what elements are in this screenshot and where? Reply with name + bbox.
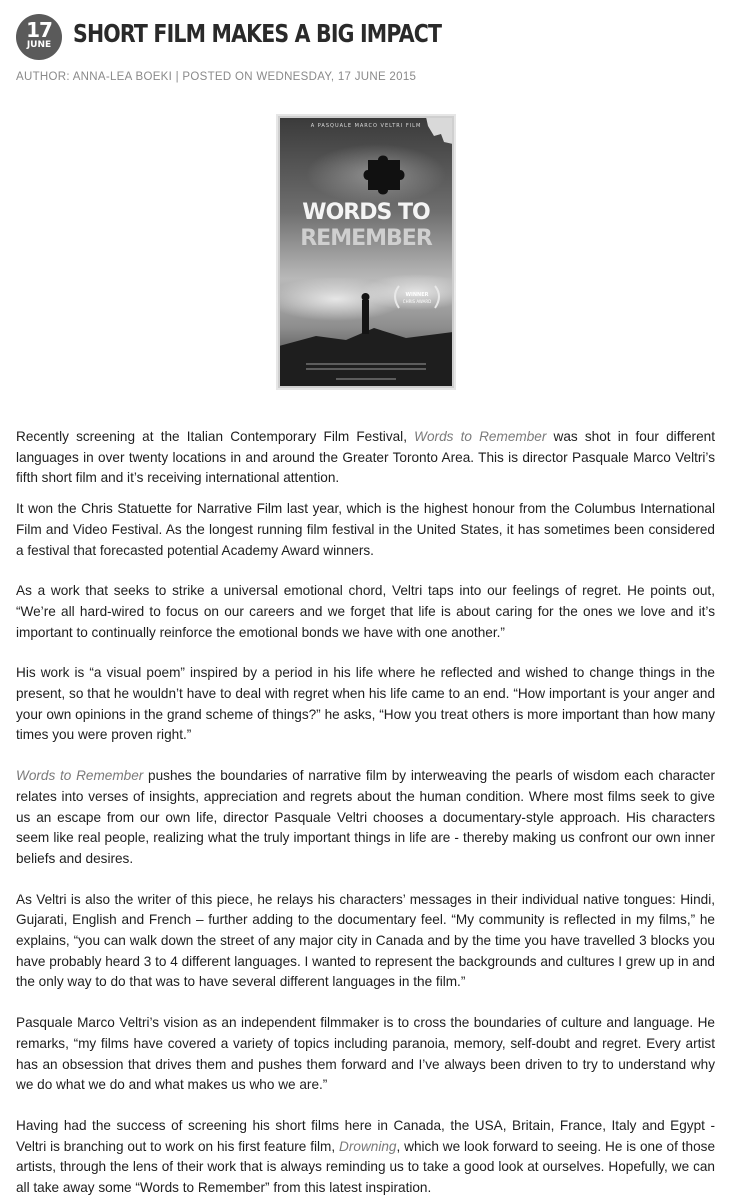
date-month: JUNE: [26, 40, 52, 50]
poster-award-line1: WINNER: [405, 292, 429, 298]
paragraph-8: [16, 1116, 715, 1199]
paragraph-3: As a work that seeks to strike a universal emotional chord, Veltri taps into our feelings of regret. He points out, “We’re all hard-wired to focus on our careers and we forget that life is about caring for the ones we love and it’s important to continually reinforce the emotional bonds we have with one another.”: [16, 583, 715, 640]
paragraph-8-text-b: , which we look forward to seeing. He is one of those artists, through the lens of their work that is always reminding us to take a good look at ourselves. Hopefully, we can all take away some “Words to Remember” from this latest inspiration.: [16, 1138, 716, 1196]
post-title[interactable]: SHORT FILM MAKES A BIG IMPACT: [73, 19, 442, 48]
feature-film-title-italic: Drowning: [339, 1138, 397, 1154]
film-poster-image[interactable]: [276, 114, 456, 390]
paragraph-5: [16, 766, 715, 870]
poster-title-line2: REMEMBER: [300, 226, 432, 251]
paragraph-5-text: pushes the boundaries of narrative film by interweaving the pearls of wisdom each character relates into verses of insights, appreciation and regrets about the human condition. Where most films seek to give us an escape from our own life, director Pasquale Veltri chooses a documentary-style approach. His characters seem like real people, realizing what the truly important things in life are - thereby making us confront our own inner beliefs and desires.: [16, 768, 715, 866]
film-title-italic: Words to Remember: [414, 429, 547, 444]
paragraph-1-text-a: Recently screening at the Italian Contemporary Film Festival,: [16, 429, 415, 444]
poster-top-line: A PASQUALE MARCO VELTRI FILM: [310, 123, 422, 129]
date-badge: [16, 14, 62, 60]
paragraph-2: It won the Chris Statuette for Narrative Film last year, which is the highest honour from the Columbus International Film and Video Festival. As the longest running film festival in the United States, it has sometimes been considered a festival that forecasted potential Academy Award winners.: [16, 501, 715, 558]
date-day: 17: [26, 18, 52, 42]
paragraph-4: His work is “a visual poem” inspired by a period in his life where he reflected and wished to change things in the present, so that he wouldn’t have to deal with regret when his life came to an end. “How important is your anger and your own opinions in the grand scheme of things?” he asks, “How you treat others is more important than how many times you were proven right.”: [16, 665, 715, 743]
man-figure: [362, 300, 369, 334]
poster-award-line2: CHRIS AWARD: [402, 299, 432, 304]
puzzle-piece-icon: [364, 156, 405, 195]
paragraph-6: As Veltri is also the writer of this piece, he relays his characters’ messages in their individual native tongues: Hindi, Gujarati, English and French – further adding to the documentary feel. “My community is reflected in my films,” he explains, “you can walk down the street of any major city in Canada and by the time you have travelled 3 blocks you have probably heard 3 to 4 different languages. I wanted to represent the backgrounds and cultures I grew up in and the only way to do that was to have several different languages in the film.”: [16, 891, 715, 990]
film-title-italic: Words to Remember: [16, 768, 144, 784]
poster-graphic: [276, 114, 456, 390]
paragraph-8-text-a: Having had the success of screening his short films here in Canada, the USA, Britain, France, Italy and Egypt - Veltri is branching out to work on his first feature film,: [16, 1117, 715, 1154]
post-meta: AUTHOR: ANNA-LEA BOEKI | POSTED ON WEDNESDAY, 17 JUNE 2015: [16, 71, 417, 83]
article-body: [16, 427, 715, 1199]
paragraph-7: Pasquale Marco Veltri’s vision as an independent filmmaker is to cross the boundaries of culture and language. He remarks, “my films have covered a variety of topics including paranoia, memory, self-doubt and regret. Every artist has an obsession that drives them and pushes them forward and I’ve always been driven to try to understand why we do what we do and what makes us who we are.”: [16, 1015, 715, 1093]
paragraph-1-text-b: was shot in four different languages in over twenty locations in and around the Greater Toronto Area. This is director Pasquale Marco Veltri’s fifth short film and it’s receiving international attention.: [16, 429, 715, 486]
poster-title-line1: WORDS TO: [302, 200, 430, 225]
paragraph-1: [16, 427, 715, 489]
